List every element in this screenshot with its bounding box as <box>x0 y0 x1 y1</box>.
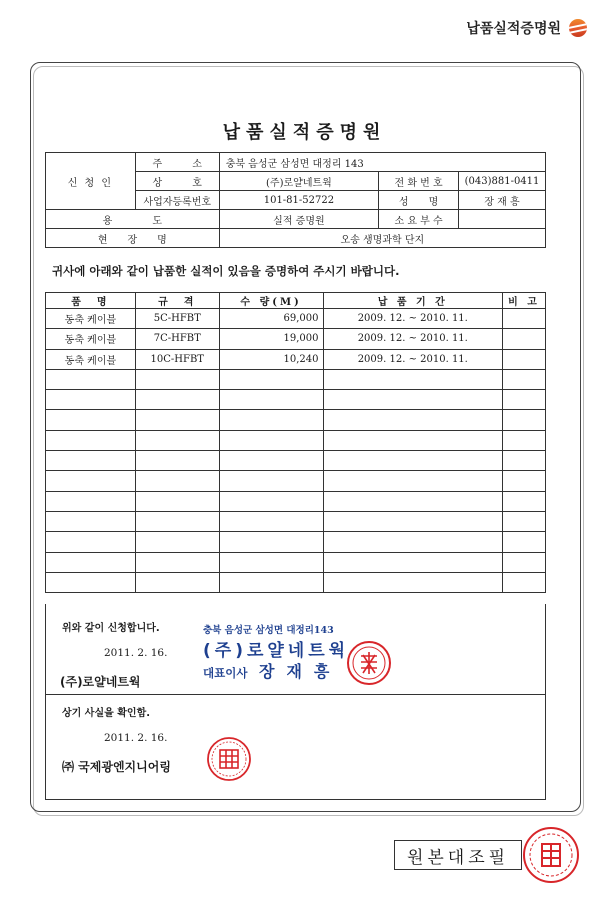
empty-table-row <box>46 511 546 531</box>
empty-cell <box>503 410 546 430</box>
empty-cell <box>323 390 503 410</box>
empty-cell <box>135 471 219 491</box>
empty-cell <box>503 471 546 491</box>
empty-cell <box>46 369 136 389</box>
empty-cell <box>219 451 323 471</box>
application-company: (주)로얄네트웍 <box>60 675 141 689</box>
signature-divider <box>45 694 546 695</box>
rep-title: 대표이사 <box>203 666 248 680</box>
name-label: 성 명 <box>379 191 459 210</box>
empty-cell <box>219 369 323 389</box>
header-remarks: 비 고 <box>503 293 546 309</box>
original-copy-seal-icon <box>522 826 580 884</box>
header-item-name: 품 명 <box>46 293 136 309</box>
company-label: 상 호 <box>135 172 219 191</box>
item-remarks <box>503 329 546 349</box>
item-period: 2009. 12. ~ 2010. 11. <box>323 349 503 369</box>
empty-cell <box>323 451 503 471</box>
empty-cell <box>219 491 323 511</box>
empty-cell <box>46 491 136 511</box>
phone-value: (043)881-0411 <box>459 172 546 191</box>
item-period: 2009. 12. ~ 2010. 11. <box>323 329 503 349</box>
empty-table-row <box>46 532 546 552</box>
empty-table-row <box>46 491 546 511</box>
empty-cell <box>323 369 503 389</box>
empty-cell <box>135 491 219 511</box>
empty-cell <box>503 369 546 389</box>
stamp-company: (주)로얄네트웍 <box>203 641 350 661</box>
empty-cell <box>219 552 323 572</box>
applicant-section-label: 신 청 인 <box>46 153 136 210</box>
empty-cell <box>46 511 136 531</box>
stamp-representative <box>203 659 341 682</box>
item-name: 동축 케이블 <box>46 329 136 349</box>
empty-cell <box>503 552 546 572</box>
item-spec: 5C-HFBT <box>135 309 219 329</box>
empty-cell <box>135 572 219 592</box>
item-remarks <box>503 309 546 329</box>
name-value: 장 재 흥 <box>459 191 546 210</box>
empty-cell <box>219 430 323 450</box>
empty-cell <box>135 532 219 552</box>
empty-cell <box>323 572 503 592</box>
phone-label: 전 화 번 호 <box>379 172 459 191</box>
header-spec: 규 격 <box>135 293 219 309</box>
table-row <box>46 349 546 369</box>
confirmation-text: 상기 사실을 확인함. <box>62 708 151 719</box>
header-quantity: 수 량(M) <box>219 293 323 309</box>
application-date: 2011. 2. 16. <box>104 647 168 659</box>
empty-cell <box>503 572 546 592</box>
document-title: 납품실적증명원 <box>222 122 387 143</box>
empty-cell <box>46 451 136 471</box>
confirmation-date: 2011. 2. 16. <box>104 732 168 744</box>
empty-cell <box>503 451 546 471</box>
copies-label: 소 요 부 수 <box>379 210 459 229</box>
empty-table-row <box>46 471 546 491</box>
empty-cell <box>135 430 219 450</box>
rep-name: 장재흥 <box>259 662 342 681</box>
empty-cell <box>219 471 323 491</box>
item-remarks <box>503 349 546 369</box>
application-text: 위와 같이 신청합니다. <box>62 623 160 634</box>
confirmer-seal-icon <box>206 736 252 782</box>
empty-cell <box>135 511 219 531</box>
empty-cell <box>46 410 136 430</box>
empty-cell <box>219 390 323 410</box>
empty-table-row <box>46 572 546 592</box>
table-row <box>46 329 546 349</box>
bizno-value: 101-81-52722 <box>219 191 378 210</box>
empty-table-row <box>46 451 546 471</box>
header-title: 납품실적증명원 <box>466 21 561 37</box>
purpose-label: 용 도 <box>46 210 220 229</box>
site-label: 현 장 명 <box>46 229 220 248</box>
empty-cell <box>135 552 219 572</box>
page-header <box>466 18 587 38</box>
address-label: 주 소 <box>135 153 219 172</box>
empty-cell <box>503 430 546 450</box>
company-seal-icon <box>346 640 392 686</box>
empty-cell <box>323 471 503 491</box>
empty-cell <box>503 532 546 552</box>
empty-cell <box>323 511 503 531</box>
empty-cell <box>135 390 219 410</box>
purpose-value: 실적 증명원 <box>219 210 378 229</box>
empty-cell <box>323 430 503 450</box>
empty-cell <box>219 511 323 531</box>
empty-table-row <box>46 369 546 389</box>
item-spec: 10C-HFBT <box>135 349 219 369</box>
item-name: 동축 케이블 <box>46 309 136 329</box>
item-quantity: 19,000 <box>219 329 323 349</box>
copies-value <box>459 210 546 229</box>
empty-cell <box>219 410 323 430</box>
item-period: 2009. 12. ~ 2010. 11. <box>323 309 503 329</box>
empty-cell <box>323 491 503 511</box>
empty-cell <box>46 532 136 552</box>
empty-cell <box>135 369 219 389</box>
item-name: 동축 케이블 <box>46 349 136 369</box>
empty-cell <box>46 552 136 572</box>
site-value: 오송 생명과학 단지 <box>219 229 545 248</box>
company-value: (주)로얄네트웍 <box>219 172 378 191</box>
empty-cell <box>46 430 136 450</box>
item-quantity: 69,000 <box>219 309 323 329</box>
empty-cell <box>135 451 219 471</box>
empty-cell <box>503 491 546 511</box>
empty-cell <box>323 410 503 430</box>
delivery-items-table <box>45 292 546 593</box>
item-spec: 7C-HFBT <box>135 329 219 349</box>
request-statement: 귀사에 아래와 같이 납품한 실적이 있음을 증명하여 주시기 바랍니다. <box>52 264 400 278</box>
empty-cell <box>323 532 503 552</box>
original-copy-verified-box: 원본대조필 <box>394 840 522 870</box>
empty-cell <box>219 532 323 552</box>
empty-cell <box>46 390 136 410</box>
address-value: 충북 음성군 삼성면 대정리 143 <box>219 153 545 172</box>
empty-table-row <box>46 430 546 450</box>
empty-table-row <box>46 552 546 572</box>
empty-cell <box>503 390 546 410</box>
stamp-address: 충북 음성군 삼성면 대정리143 <box>203 625 334 636</box>
confirmation-company: ㈜ 국제광엔지니어링 <box>62 760 171 774</box>
empty-cell <box>219 572 323 592</box>
empty-cell <box>46 471 136 491</box>
empty-cell <box>46 572 136 592</box>
empty-cell <box>135 410 219 430</box>
table-row <box>46 309 546 329</box>
empty-table-row <box>46 390 546 410</box>
empty-cell <box>323 552 503 572</box>
header-period: 납 품 기 간 <box>323 293 503 309</box>
bizno-label: 사업자등록번호 <box>135 191 219 210</box>
empty-cell <box>503 511 546 531</box>
applicant-info-table <box>45 152 546 248</box>
orange-globe-logo-icon <box>569 19 587 37</box>
empty-table-row <box>46 410 546 430</box>
item-quantity: 10,240 <box>219 349 323 369</box>
